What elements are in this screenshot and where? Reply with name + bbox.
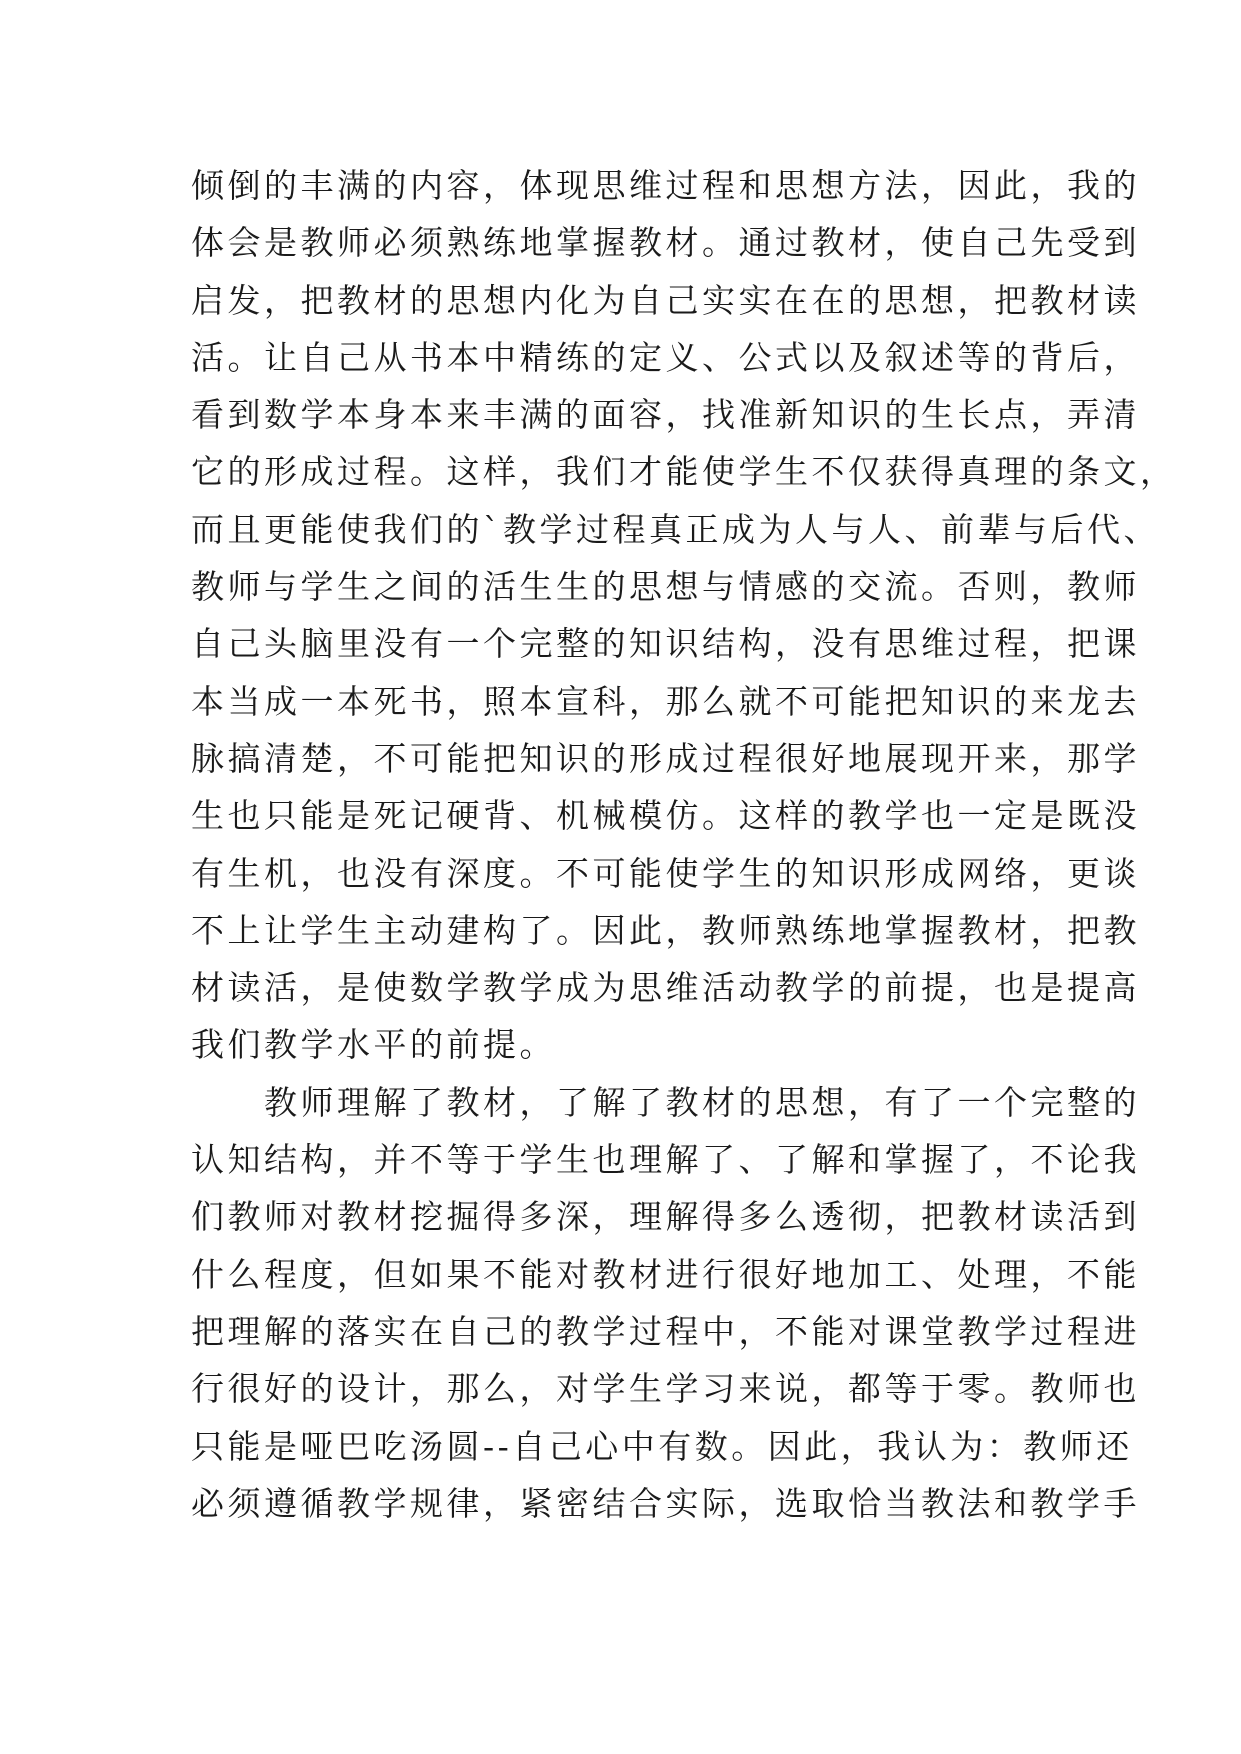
text-line: 本当成一本死书，照本宣科，那么就不可能把知识的来龙去 [191,681,1140,721]
text-line: 脉搞清楚，不可能把知识的形成过程很好地展现开来，那学 [191,738,1140,778]
text-line: 而且更能使我们的`教学过程真正成为人与人、前辈与后代、 [191,509,1160,549]
text-line: 认知结构，并不等于学生也理解了、了解和掌握了，不论我 [191,1140,1140,1180]
text-line: 我们教学水平的前提。 [191,1025,556,1065]
text-line: 它的形成过程。这样，我们才能使学生不仅获得真理的条文， [191,452,1177,492]
text-line: 什么程度，但如果不能对教材进行很好地加工、处理，不能 [191,1254,1140,1294]
text-line: 体会是教师必须熟练地掌握教材。通过教材，使自己先受到 [191,223,1140,263]
text-line: 只能是哑巴吃汤圆--自己心中有数。因此，我认为：教师还 [191,1426,1133,1466]
text-line: 倾倒的丰满的内容，体现思维过程和思想方法，因此，我的 [191,166,1140,205]
text-line: 必须遵循教学规律，紧密结合实际，选取恰当教法和教学手 [191,1483,1140,1523]
text-line: 行很好的设计，那么，对学生学习来说，都等于零。教师也 [191,1369,1140,1409]
text-line: 活。让自己从书本中精练的定义、公式以及叙述等的背后， [191,337,1140,377]
text-line: 教师与学生之间的活生生的思想与情感的交流。否则，教师 [191,567,1140,607]
text-line: 启发，把教材的思想内化为自己实实在在的思想，把教材读 [191,280,1140,320]
text-line: 教师理解了教材，了解了教材的思想，有了一个完整的 [191,1082,1140,1122]
body-text [191,157,1177,1532]
text-line: 们教师对教材挖掘得多深，理解得多么透彻，把教材读活到 [191,1197,1140,1237]
text-line: 看到数学本身本来丰满的面容，找准新知识的生长点，弄清 [191,395,1140,435]
text-line: 不上让学生主动建构了。因此，教师熟练地掌握教材，把教 [191,910,1140,950]
text-line: 生也只能是死记硬背、机械模仿。这样的教学也一定是既没 [191,796,1140,836]
text-line: 把理解的落实在自己的教学过程中，不能对课堂教学过程进 [191,1311,1140,1351]
text-line: 自己头脑里没有一个完整的知识结构，没有思维过程，把课 [191,624,1140,664]
text-line: 有生机，也没有深度。不可能使学生的知识形成网络，更谈 [191,853,1140,893]
text-line: 材读活，是使数学教学成为思维活动教学的前提，也是提高 [191,968,1140,1008]
